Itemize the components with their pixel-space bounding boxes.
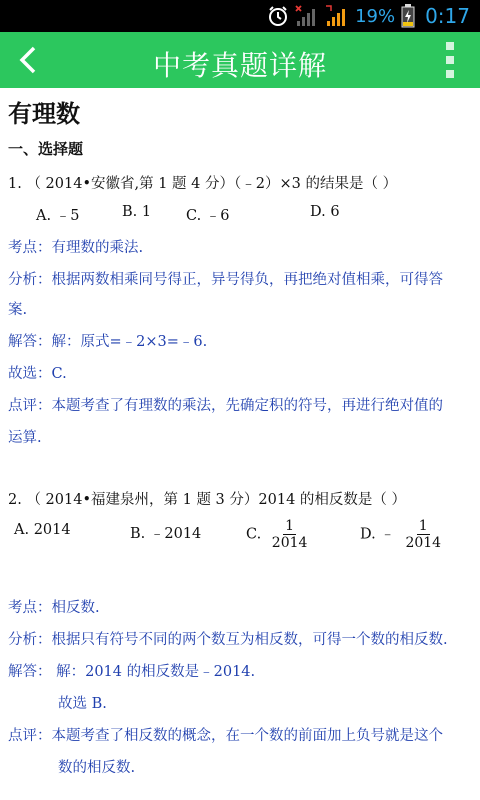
alarm-icon [267, 5, 289, 27]
q1-kaodian: 考点：有理数的乘法. [8, 240, 144, 256]
fraction-denominator: 2014 [271, 535, 308, 551]
fraction-numerator: 1 [418, 518, 428, 534]
fraction-denominator: 2014 [405, 535, 442, 551]
overflow-menu-button[interactable] [446, 42, 458, 78]
question-2-stem: 2. （ 2014•福建泉州，第 1 题 3 分）2014 的相反数是（ ） [8, 492, 407, 508]
section-heading: 一、选择题 [8, 140, 84, 158]
battery-percent: 19% [355, 5, 396, 27]
q2-option-c [246, 518, 309, 551]
q1-guxuan: 故选：C. [8, 366, 67, 382]
app-bar [0, 32, 480, 88]
q1-dianping-line1: 点评：本题考查了有理数的乘法，先确定积的符号，再进行绝对值的 [8, 398, 443, 414]
q1-dianping-line2: 运算. [8, 430, 42, 446]
menu-dot-icon [446, 56, 454, 64]
battery-charging-icon [401, 4, 415, 28]
q2-option-c-label: C. [246, 526, 262, 543]
q2-fenxi: 分析：根据只有符号不同的两个数互为相反数，可得一个数的相反数. [8, 632, 448, 648]
q2-option-d-label: D. ﹣ [360, 526, 395, 543]
menu-dot-icon [446, 42, 454, 50]
status-icons [267, 4, 470, 28]
q1-option-d: D. 6 [310, 204, 340, 220]
q2-jieda-line1: 解答： 解：2014 的相反数是﹣2014. [8, 664, 256, 680]
status-bar [0, 0, 480, 32]
q1-fenxi-line2: 案. [8, 302, 28, 318]
fraction-numerator: 1 [285, 518, 295, 534]
q2-option-b: B. ﹣2014 [130, 526, 202, 542]
menu-dot-icon [446, 70, 454, 78]
page-title: 中考真题详解 [152, 49, 327, 82]
clock: 0:17 [425, 4, 470, 28]
q1-option-b: B. 1 [122, 204, 152, 220]
q2-option-c-fraction [270, 518, 310, 551]
q2-dianping-line2: 数的相反数. [58, 760, 136, 776]
q2-option-d [360, 518, 443, 551]
no-signal-icon [295, 5, 319, 27]
article-heading: 有理数 [8, 100, 80, 128]
q1-option-c: C. ﹣6 [186, 208, 230, 224]
q2-option-a: A. 2014 [14, 522, 71, 538]
q1-jieda: 解答：解：原式=﹣2×3=﹣6. [8, 334, 208, 350]
q2-jieda-line2: 故选 B. [58, 696, 107, 712]
q1-option-a: A. ﹣5 [36, 208, 80, 224]
q1-fenxi-line1: 分析：根据两数相乘同号得正，异号得负，再把绝对值相乘，可得答 [8, 272, 443, 288]
q2-kaodian: 考点：相反数. [8, 600, 100, 616]
signal-3g-icon [325, 5, 349, 27]
article-content[interactable] [0, 88, 480, 800]
question-1-stem: 1. （ 2014•安徽省,第 1 题 4 分）（﹣2）×3 的结果是（ ） [8, 176, 398, 192]
q2-option-d-fraction [403, 518, 443, 551]
q2-dianping-line1: 点评：本题考查了相反数的概念，在一个数的前面加上负号就是这个 [8, 728, 443, 744]
